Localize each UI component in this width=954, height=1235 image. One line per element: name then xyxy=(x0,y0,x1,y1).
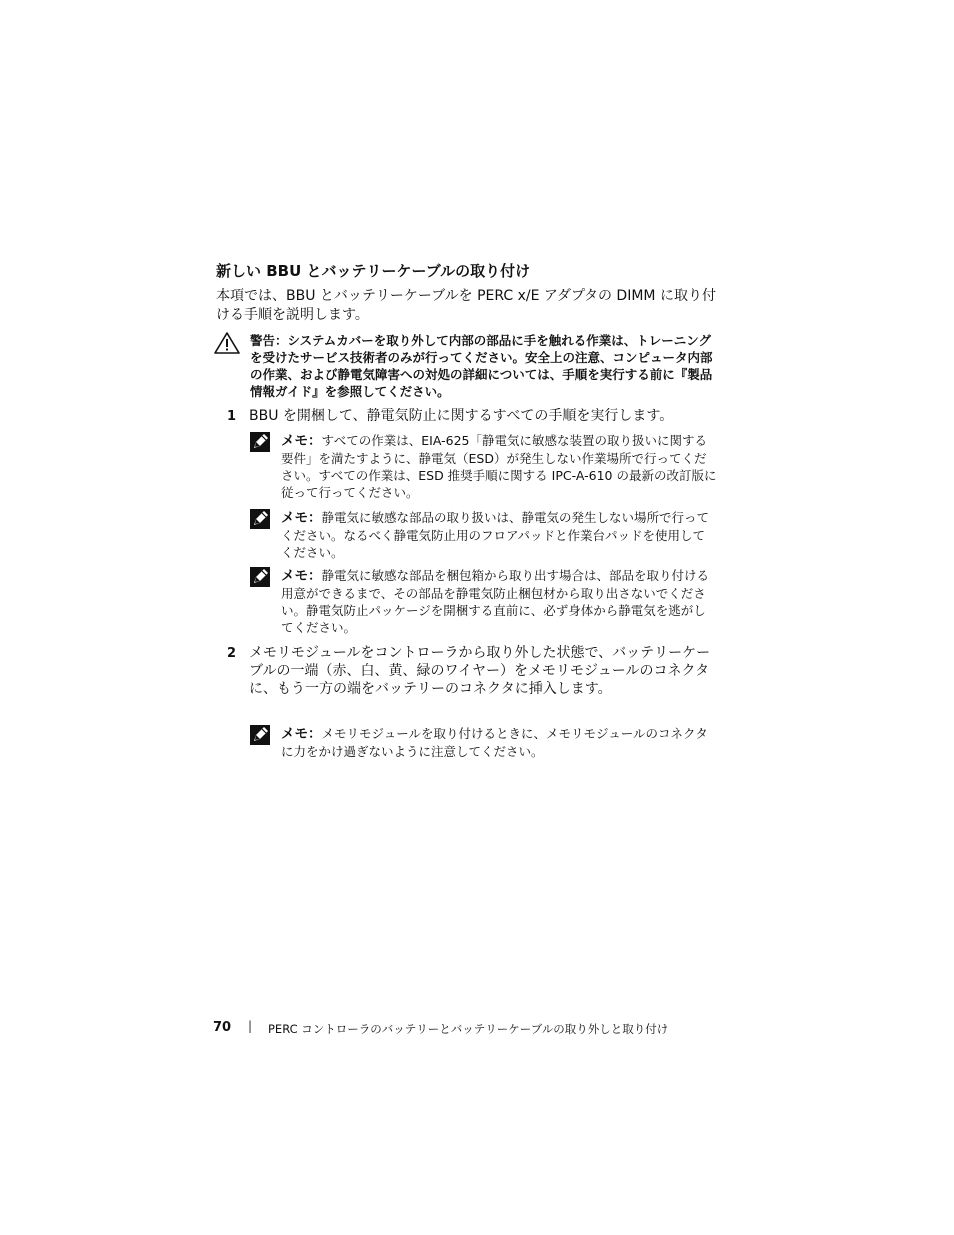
note-pencil-icon xyxy=(250,725,270,745)
note-pencil-icon xyxy=(250,567,270,587)
note-block xyxy=(281,567,717,636)
warning-triangle-icon xyxy=(214,332,240,354)
footer-separator: | xyxy=(248,1019,253,1033)
note-text: すべての作業は、EIA-625「静電気に敏感な装置の取り扱いに関する要件」を満たすように、静電気（ESD）が発生しない作業場所で行ってください。すべての作業は、ESD 推奨手順に関する IPC-A-610 の最新の改訂版に従って行ってください。 xyxy=(281,433,717,500)
note-label: メモ： xyxy=(281,433,322,449)
intro-paragraph: 本項では、BBU とバッテリーケーブルを PERC x/E アダプタの DIMM に取り付ける手順を説明します。 xyxy=(216,288,716,323)
note-label: メモ： xyxy=(281,568,322,584)
note-block xyxy=(281,509,717,561)
note-block xyxy=(281,432,717,501)
warning-text: 警告：システムカバーを取り外して内部の部品に手を触れる作業は、トレーニングを受けたサービス技術者のみが行ってください。安全上の注意、コンピュータ内部の作業、および静電気障害への対処の詳細については、手順を実行する前に『製品情報ガイド』を参照してください。 xyxy=(250,333,713,399)
note-text: 静電気に敏感な部品を梱包箱から取り出す場合は、部品を取り付ける用意ができるまで、その部品を静電気防止梱包材から取り出さないでください。静電気防止パッケージを開梱する直前に、必ず身体から静電気を逃がしてください。 xyxy=(281,568,710,635)
note-label: メモ： xyxy=(281,510,322,526)
step-number: 1 xyxy=(227,409,237,424)
step-text: メモリモジュールをコントローラから取り外した状態で、バッテリーケーブルの一端（赤、白、黄、緑のワイヤー）をメモリモジュールのコネクタに、もう一方の端をバッテリーのコネクタに挿入します。 xyxy=(249,645,711,697)
note-block xyxy=(281,725,717,760)
footer-chapter-title: PERC コントローラのバッテリーとバッテリーケーブルの取り外しと取り付け xyxy=(268,1022,669,1036)
step-number: 2 xyxy=(227,646,237,661)
note-text: メモリモジュールを取り付けるときに、メモリモジュールのコネクタに力をかけ過ぎないように注意してください。 xyxy=(281,726,708,759)
section-heading: 新しい BBU とバッテリーケーブルの取り付け xyxy=(216,262,531,280)
note-pencil-icon xyxy=(250,432,270,452)
note-pencil-icon xyxy=(250,509,270,529)
page-number: 70 xyxy=(213,1020,232,1035)
step-text: BBU を開梱して、静電気防止に関するすべての手順を実行します。 xyxy=(249,408,674,424)
note-label: メモ： xyxy=(281,726,322,742)
note-text: 静電気に敏感な部品の取り扱いは、静電気の発生しない場所で行ってください。なるべく静電気防止用のフロアパッドと作業台パッドを使用してください。 xyxy=(281,510,710,560)
